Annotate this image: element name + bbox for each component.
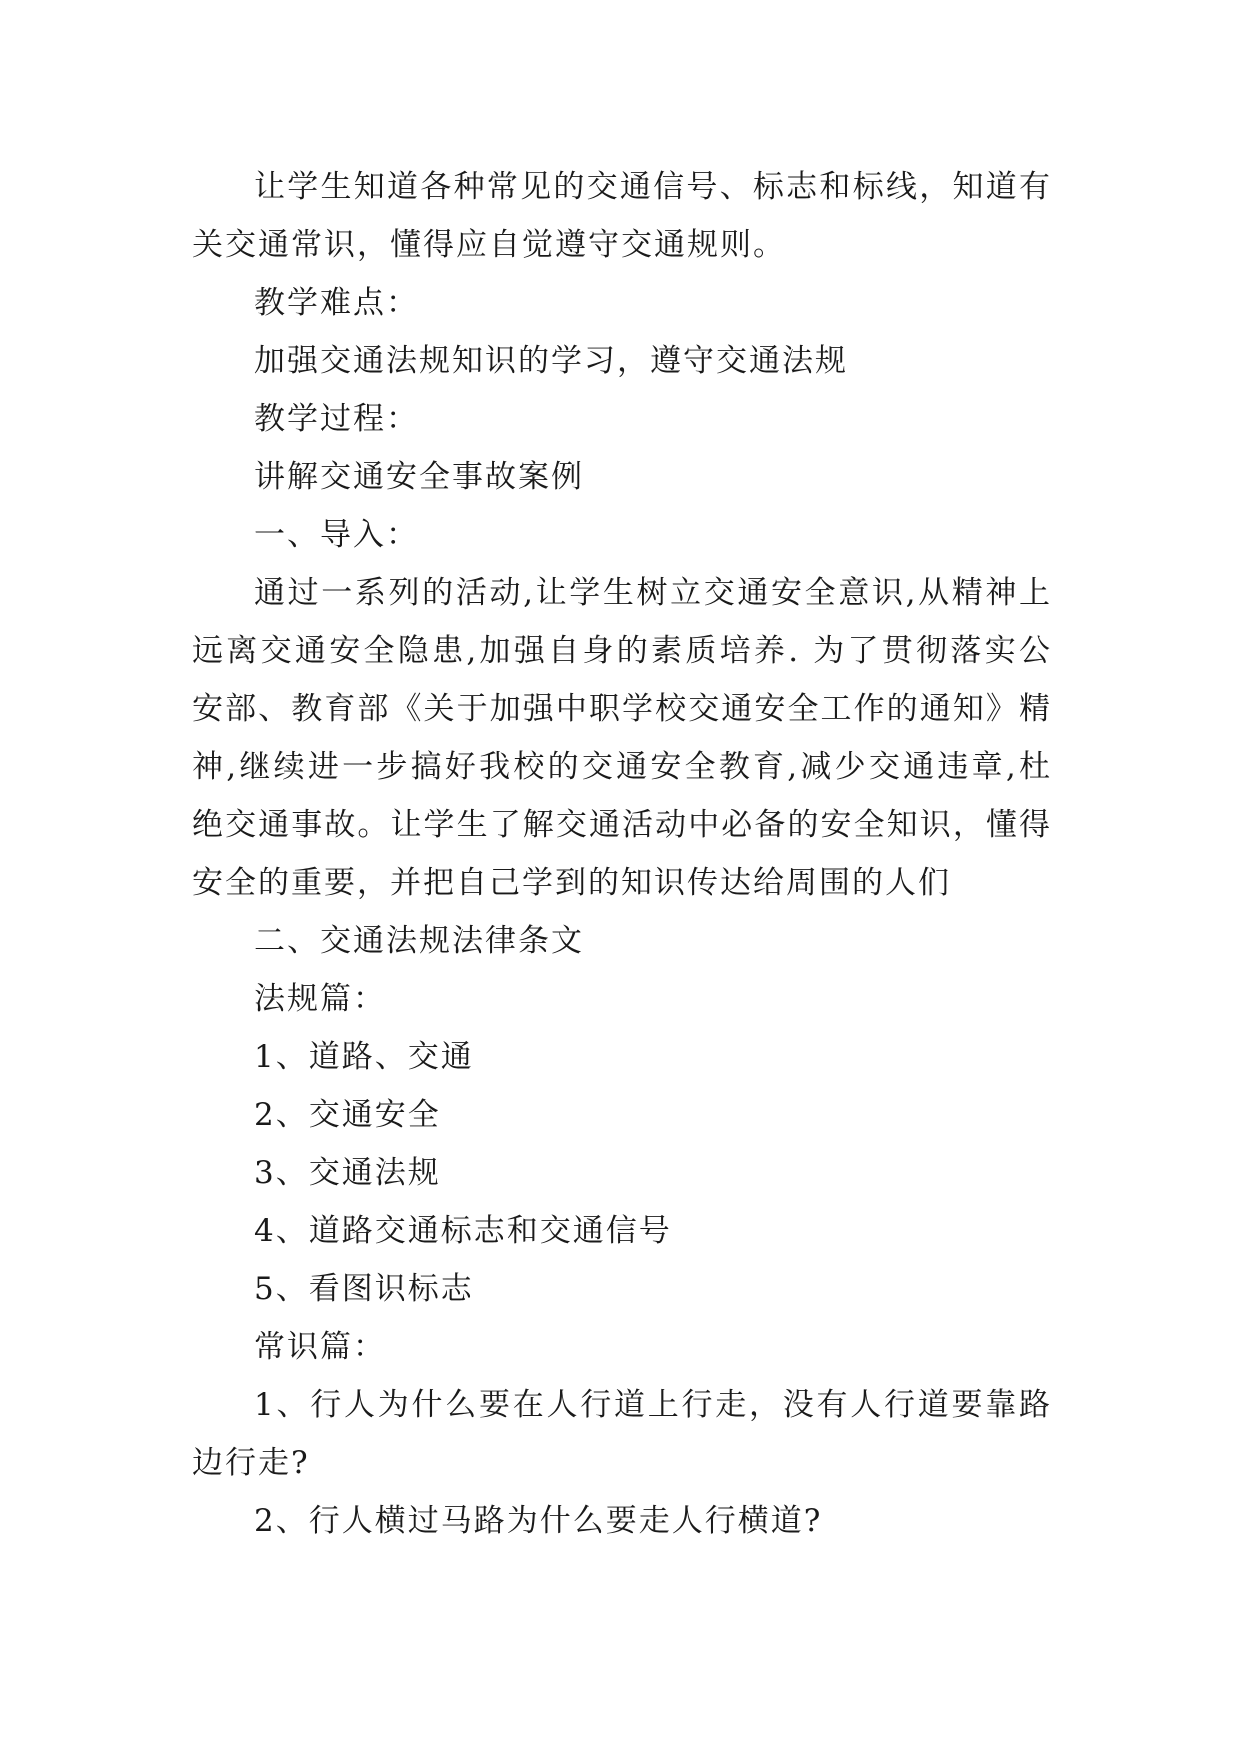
paragraph-case-study: 讲解交通安全事故案例: [254, 459, 584, 495]
list-item-regulation: 4、道路交通标志和交通信号: [254, 1213, 672, 1249]
list-item-common-sense: 1、行人为什么要在人行道上行走，没有人行道要靠路边行走?: [192, 1387, 1052, 1481]
paragraph-introduction: 通过一系列的活动,让学生树立交通安全意识,从精神上远离交通安全隐患,加强自身的素质培养. 为了贯彻落实公安部、教育部《关于加强中职学校交通安全工作的通知》精神,继续进一步搞好我校的交通安全教育,减少交通违章,杜绝交通事故。让学生了解交通活动中必备的安全知识，懂得安全的重要，并把自己学到的知识传达给周围的人们: [192, 575, 1052, 901]
list-item-regulation: 2、交通安全: [254, 1097, 441, 1133]
heading-regulations: 法规篇：: [254, 981, 386, 1017]
list-item-regulation: 5、看图识标志: [254, 1271, 474, 1307]
heading-teaching-difficulty: 教学难点：: [254, 285, 419, 321]
document-body: [192, 158, 1052, 1550]
paragraph-objective: 让学生知道各种常见的交通信号、标志和标线，知道有关交通常识，懂得应自觉遵守交通规则。: [192, 169, 1052, 263]
heading-introduction: 一、导入：: [254, 517, 419, 553]
paragraph-difficulty: 加强交通法规知识的学习，遵守交通法规: [254, 343, 848, 379]
heading-common-sense: 常识篇：: [254, 1329, 386, 1365]
list-item-common-sense: 2、行人横过马路为什么要走人行横道?: [254, 1503, 823, 1539]
list-item-regulation: 1、道路、交通: [254, 1039, 474, 1075]
list-item-regulation: 3、交通法规: [254, 1155, 441, 1191]
heading-traffic-laws: 二、交通法规法律条文: [254, 923, 584, 959]
heading-teaching-process: 教学过程：: [254, 401, 419, 437]
